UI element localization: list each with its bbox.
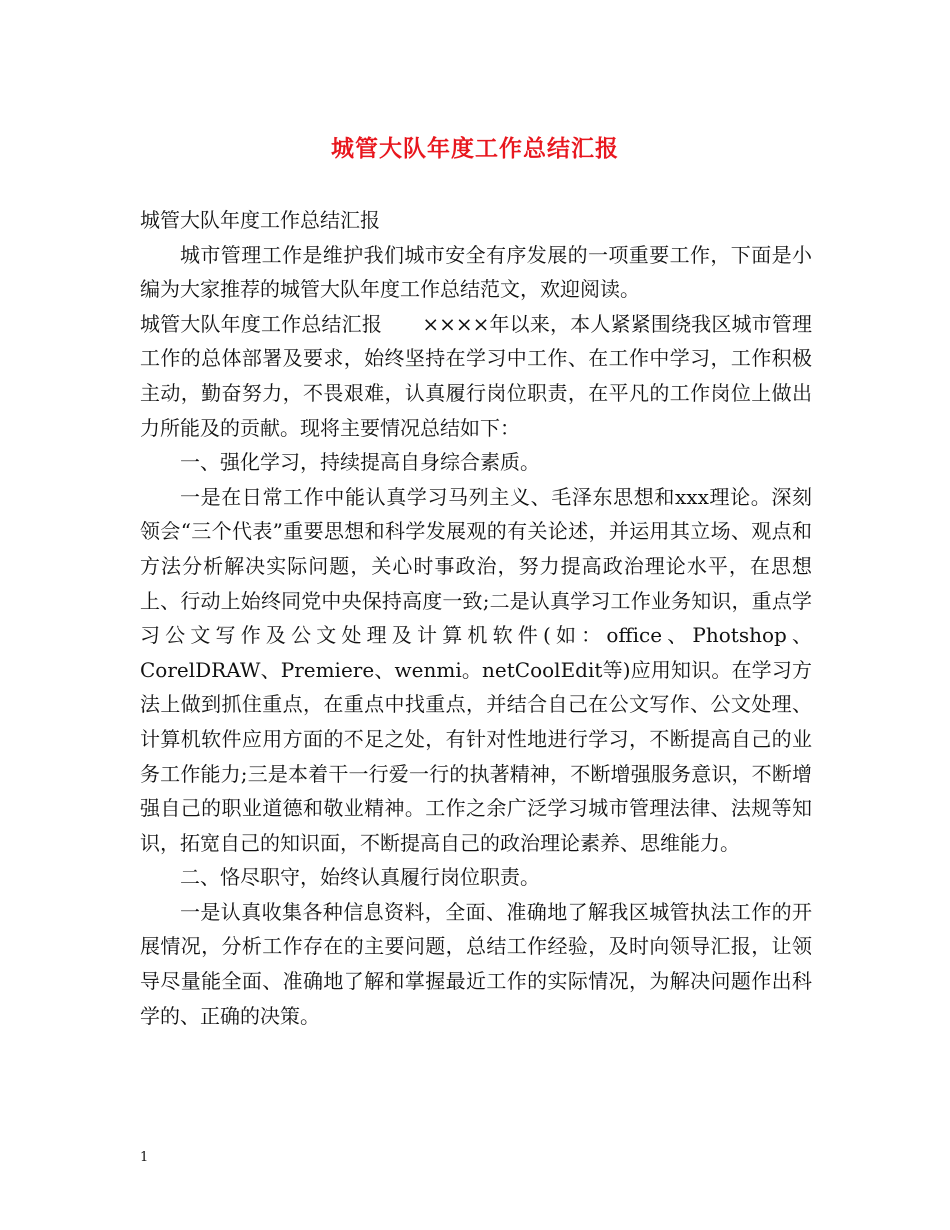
paragraph-opening: 城管大队年度工作总结汇报 ××××年以来，本人紧紧围绕我区城市管理工作的总体部署及要求，始终坚持在学习中工作、在工作中学习，工作积极主动，勤奋努力，不畏艰难，认真履行岗位职责，在平凡的工作岗位上做出力所能及的贡献。现将主要情况总结如下：	[140, 311, 812, 440]
paragraph-duty: 一是认真收集各种信息资料，全面、准确地了解我区城管执法工作的开展情况，分析工作存在的主要问题，总结工作经验，及时向领导汇报，让领导尽量能全面、准确地了解和掌握最近工作的实际情况，为解决问题作出科学的、正确的决策。	[140, 899, 812, 1028]
paragraph-intro: 城市管理工作是维护我们城市安全有序发展的一项重要工作，下面是小编为大家推荐的城管大队年度工作总结范文，欢迎阅读。	[140, 242, 812, 302]
section-heading-2: 二、恪尽职守，始终认真履行岗位职责。	[180, 865, 540, 890]
paragraph-study: 一是在日常工作中能认真学习马列主义、毛泽东思想和xxx理论。深刻领会“三个代表”重要思想和科学发展观的有关论述，并运用其立场、观点和方法分析解决实际问题，关心时事政治，努力提高政治理论水平，在思想上、行动上始终同党中央保持高度一致;二是认真学习工作业务知识，重点学习公文写作及公文处理及计算机软件(如：office、Photshop、CorelDRAW、Premiere、wenmi。netCoolEdit等)应用知识。在学习方法上做到抓住重点，在重点中找重点，并结合自己在公文写作、公文处理、计算机软件应用方面的不足之处，有针对性地进行学习，不断提高自己的业务工作能力;三是本着干一行爱一行的执著精神，不断增强服务意识，不断增强自己的职业道德和敬业精神。工作之余广泛学习城市管理法律、法规等知识，拓宽自己的知识面，不断提高自己的政治理论素养、思维能力。	[140, 484, 812, 855]
paragraph-heading: 城管大队年度工作总结汇报	[140, 208, 380, 232]
document-title: 城管大队年度工作总结汇报	[331, 135, 619, 162]
page-number: 1	[140, 1150, 149, 1165]
section-heading-1: 一、强化学习，持续提高自身综合素质。	[180, 450, 540, 475]
document-body	[140, 203, 812, 1033]
